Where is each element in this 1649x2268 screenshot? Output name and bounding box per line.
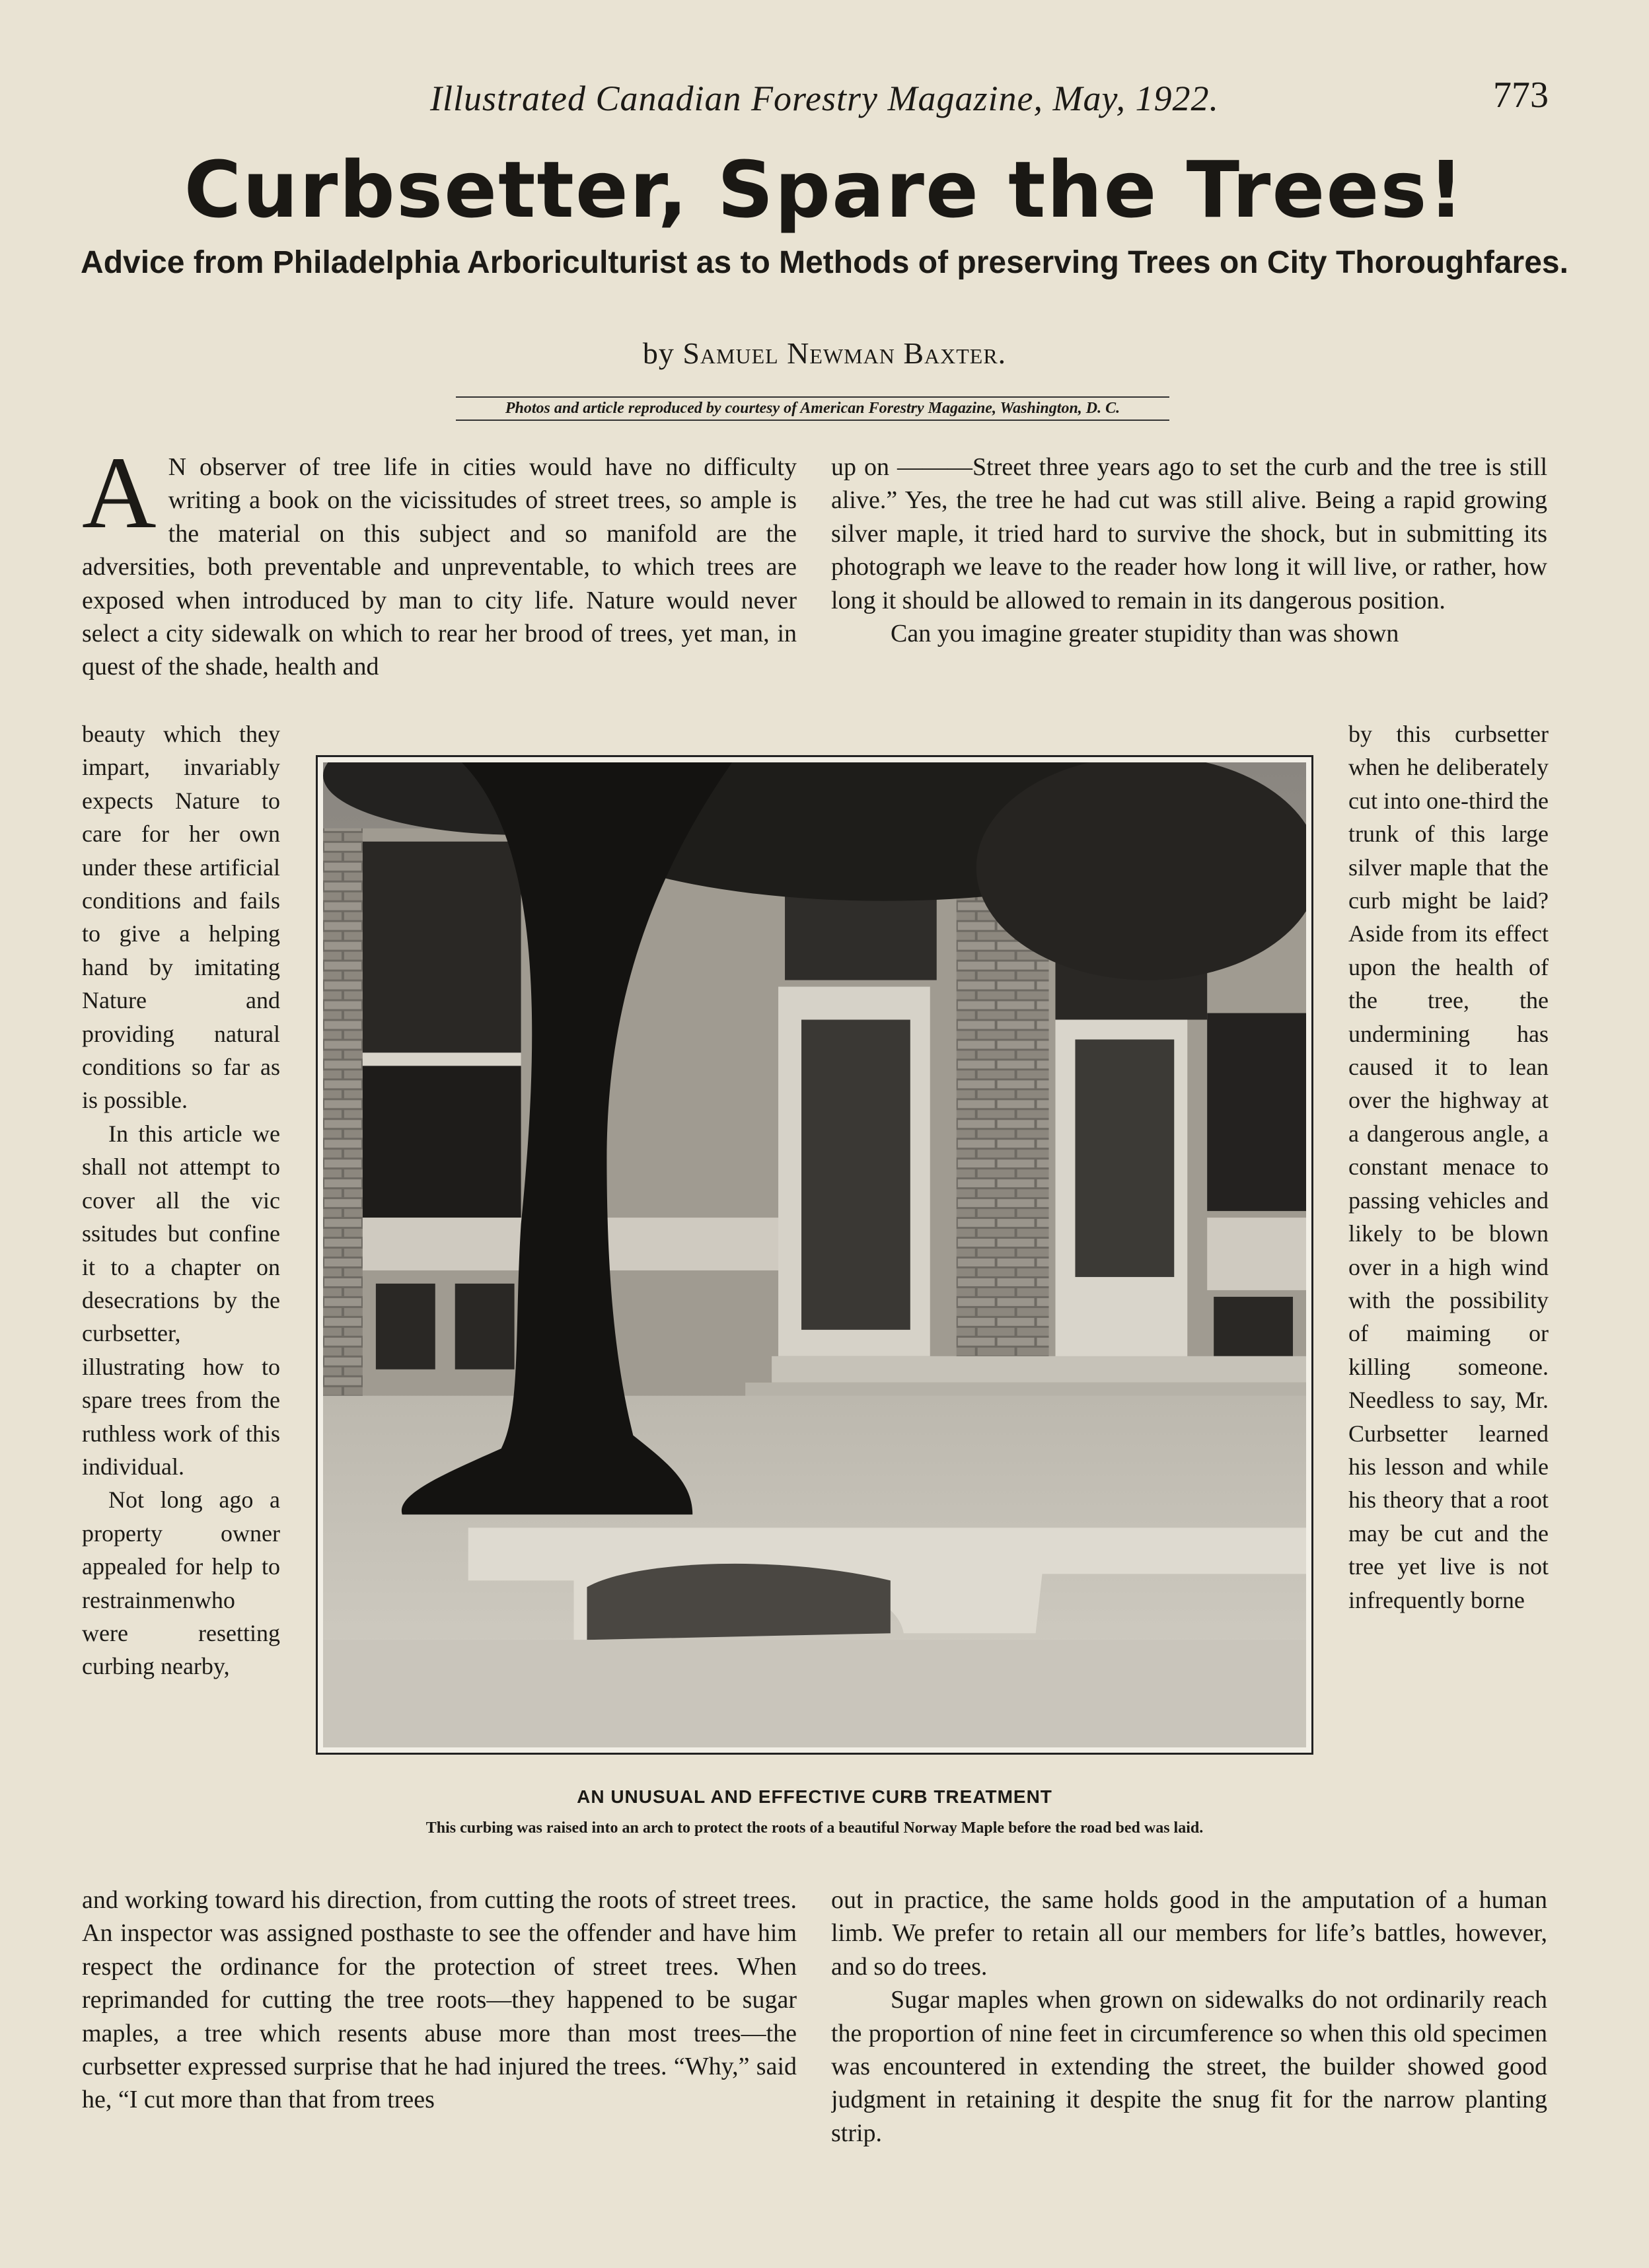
paragraph-5-start: Can you imagine greater stupidity than was shown (891, 620, 1399, 648)
drop-cap: A (82, 451, 157, 550)
right-column-bottom (831, 1884, 1547, 2154)
paragraph-4: up on ———Street three years ago to set the curb and the tree is still alive.” Yes, the tree he had cut was still alive. Being a rapid growing silver maple, it tried hard to survive the shock, but in submitting its photograph we leave to the reader how long it will live, or rather, how long it should be allowed to remain in its dangerous position. (831, 453, 1547, 614)
paragraph-5-end: out in practice, the same holds good in the amputation of a human limb. We prefer to retain all our members for life’s battles, however, and so do trees. (831, 1886, 1547, 1981)
byline-prefix: by (642, 336, 675, 370)
figure-caption-title: AN UNUSUAL AND EFFECTIVE CURB TREATMENT (577, 1786, 1052, 1807)
left-column-bottom (82, 1884, 797, 2154)
paragraph-1-continued: beauty which they impart, invariably expects Nature to care for her own under these artificial conditions and fails to give a helping hand by imitating Nature and providing natural conditions so far as is possible. (82, 721, 280, 1114)
page-number: 773 (1493, 75, 1549, 116)
paragraph-3-continued: and working toward his direction, from cutting the roots of street trees. An inspector was assigned posthaste to see the offender and have him respect the ordinance for the protection of street trees. When reprimanded for cutting the tree roots—they happened to be sugar maples, a tree which resents abuse more than most trees—the curbsetter expressed surprise that he had injured the trees. “Why,” said he, “I cut more than that from trees (82, 1886, 797, 2114)
right-column-top (831, 451, 1547, 754)
paragraph-3: Not long ago a property owner appealed for help to restrainmenwho were resetting curbing nearby, (82, 1486, 280, 1680)
author-name: Samuel Newman Baxter. (682, 336, 1007, 370)
paragraph-1 (82, 451, 797, 684)
curb-photograph (316, 755, 1313, 1755)
tree-and-curb-illustration (323, 762, 1306, 1747)
right-column-narrow (1348, 717, 1549, 1884)
paragraph-6: Sugar maples when grown on sidewalks do not ordinarily reach the proportion of nine feet in circumference so when this old specimen was encountered in extending the street, the builder showed good judgment in retaining it despite the snug fit for the narrow planting strip. (831, 1986, 1547, 2147)
paragraph-2: In this article we shall not attempt to cover all the vic ssitudes but confine it to a chapter on desecrations by the curbsetter, illustrating how to spare trees from the ruthless work of this individual. (82, 1120, 280, 1480)
paragraph-5-narrow: by this curbsetter when he deliberately cut into one-third the trunk of this large silver maple that the curb might be laid? Aside from its effect upon the health of the tree, the undermining has caused it to lean over the highway at a dangerous angle, a constant menace to passing vehicles and likely to be blown over in a high wind with the possibility of maiming or killing someone. Needless to say, Mr. Curbsetter learned his lesson and while his theory that a root may be cut and the tree yet live is not infrequently borne (1348, 721, 1549, 1613)
photo-credit: Photos and article reproduced by courtesy of American Forestry Magazine, Washington, D. C. (456, 396, 1169, 421)
article-title: Curbsetter, Spare the Trees! (184, 144, 1465, 235)
left-column-top (82, 451, 797, 717)
byline (0, 336, 1649, 371)
left-column-narrow (82, 717, 280, 1884)
paragraph-1-text: N observer of tree life in cities would have no difficulty writing a book on the vicissitudes of street trees, so ample is the material on this subject and so manifold are the adversities, both preventable and unpreventable, to which trees are exposed when introduced by man to city life. Nature would never select a city sidewalk on which to rear her brood of trees, yet man, in quest of the shade, health and (82, 453, 797, 681)
article-subtitle: Advice from Philadelphia Arboriculturist as to Methods of preserving Trees on City Thoroughfares. (81, 245, 1568, 280)
figure-caption-body: This curbing was raised into an arch to protect the roots of a beautiful Norway Maple before the road bed was laid. (425, 1819, 1204, 1837)
running-head: Illustrated Canadian Forestry Magazine, May, 1922. (430, 79, 1219, 118)
